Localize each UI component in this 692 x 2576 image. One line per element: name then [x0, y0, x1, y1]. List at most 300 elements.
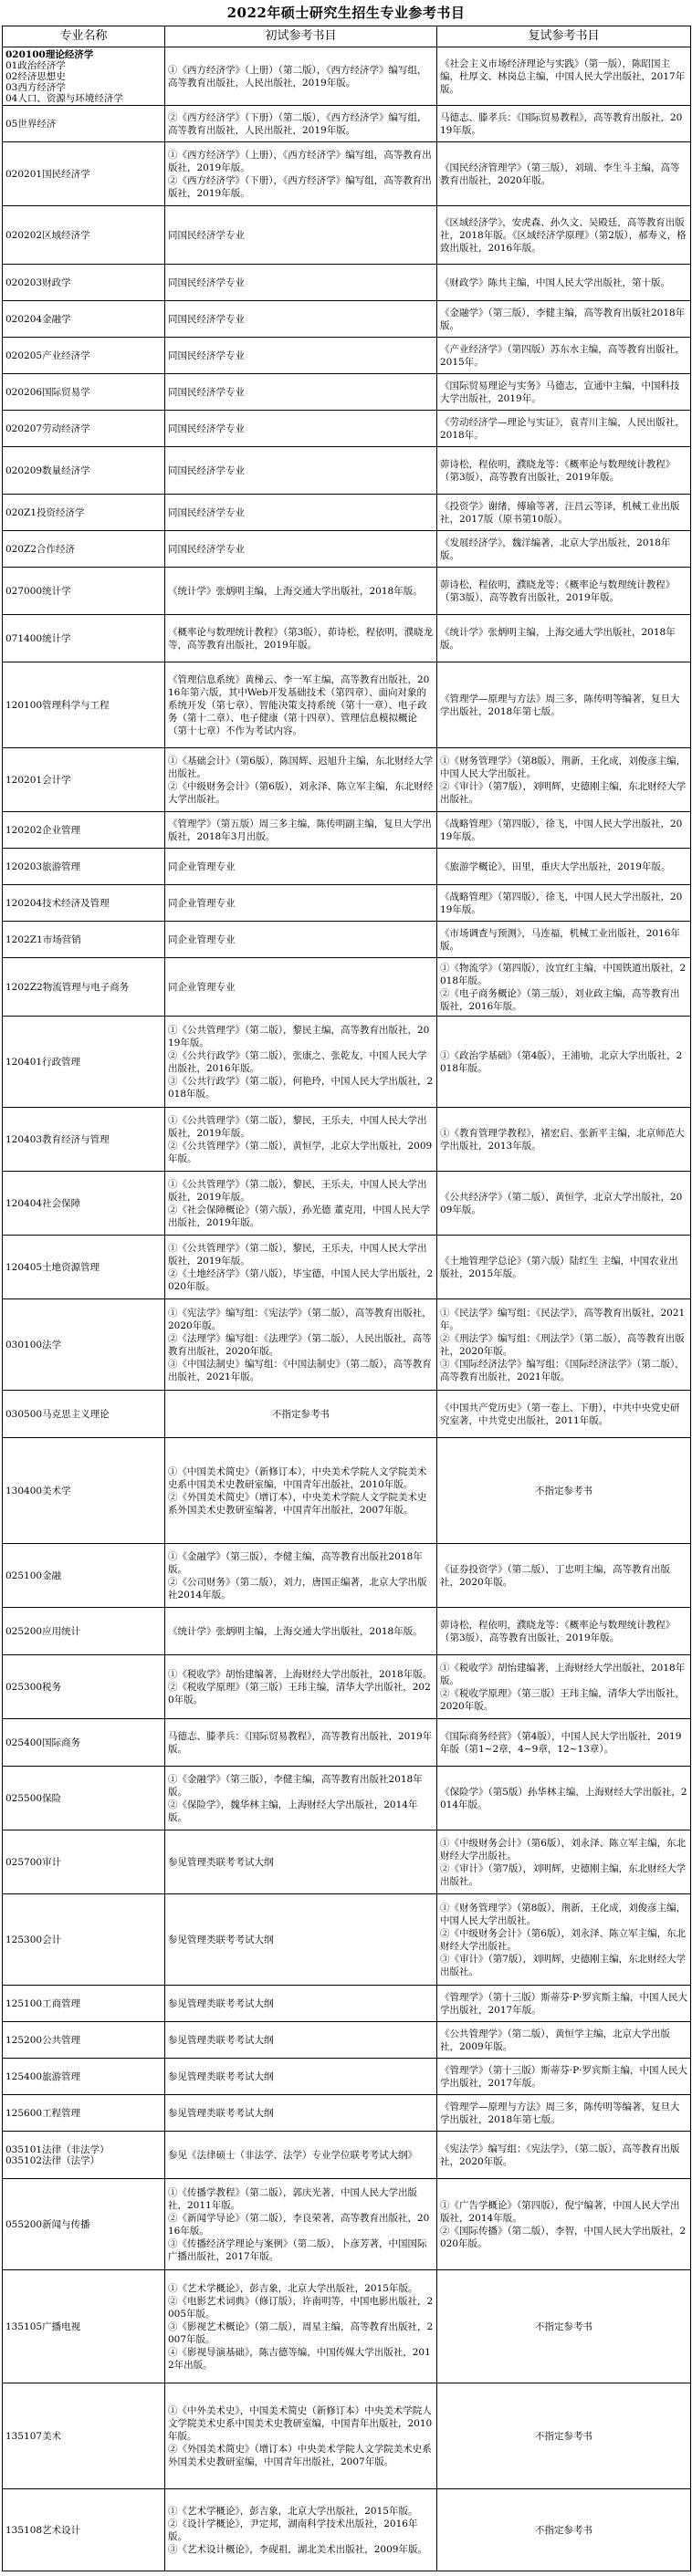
first-exam-cell-line: ②《税收学原理》（第三版）王玮主编，清华大学出版社，2020年版。 [168, 1681, 431, 1705]
retest-cell [437, 1655, 691, 1719]
major-cell [3, 1391, 165, 1438]
first-exam-cell-line: ①《宪法学》编写组：《宪法学》（第二版），高等教育出版社，2020年版。 [168, 1307, 432, 1331]
retest-cell-line: ③《国际经济法学》编写组：《国际经济法学》（第二版），高等教育出版社，2021年版。 [440, 1358, 685, 1382]
first-exam-cell [165, 47, 437, 106]
major-cell-line: 02经济思想史 [5, 70, 66, 82]
retest-cell [437, 849, 691, 885]
first-exam-cell [165, 1172, 437, 1236]
first-exam-cell-line: ①《公共管理学》（第二版），黎民，王乐夫，中国人民大学出版社，2019年版。 [168, 1114, 427, 1139]
retest-cell-line: 《市场调查与预测》，马连福，机械工业出版社，2016年版。 [440, 927, 680, 952]
table-row [3, 265, 691, 301]
retest-cell [437, 47, 691, 106]
major-cell-line: 120202企业管理 [5, 824, 81, 836]
first-exam-cell [165, 1544, 437, 1608]
first-exam-cell [165, 1767, 437, 1830]
table-row [3, 1894, 691, 1986]
retest-cell-line: 《土地管理学总论》（第六版）陆红生 主编，中国农业出版社，2015年版。 [440, 1255, 678, 1279]
first-exam-cell [165, 1830, 437, 1894]
retest-cell [437, 662, 691, 748]
first-exam-cell [165, 1299, 437, 1391]
retest-cell [437, 1236, 691, 1299]
major-cell-line: 020207劳动经济学 [5, 422, 90, 434]
retest-cell-line: 《战略管理》（第四版），徐飞，中国人民大学出版社，2019年版。 [440, 818, 683, 842]
first-exam-cell-line: 同国民经济学专业 [168, 543, 245, 555]
major-cell [3, 922, 165, 958]
retest-cell-line: ②《刑法学》编写组：《刑法学》（第二版），高等教育出版社，2020年版。 [440, 1332, 685, 1357]
header-first-exam-books: 初试参考书目 [165, 26, 437, 47]
retest-cell-line: ①《广告学概论》（第四版），倪宁编著，中国人民大学出版社，2014年版。 [440, 2199, 680, 2224]
major-cell-line: 020Z2合作经济 [5, 543, 76, 555]
table-row [3, 2132, 691, 2179]
major-cell [3, 2132, 165, 2179]
table-row [3, 885, 691, 922]
first-exam-cell-line: 参见管理类联考考试大纲 [168, 2070, 274, 2082]
first-exam-cell-line: 同企业管理专业 [168, 981, 236, 993]
retest-cell [437, 374, 691, 411]
retest-cell [437, 2179, 691, 2270]
table-row [3, 1438, 691, 1544]
first-exam-cell-line: ①《基础会计》（第6版），陈国辉、迟旭升主编，东北财经大学出版社。 [168, 755, 434, 779]
retest-cell [437, 1172, 691, 1236]
first-exam-cell-line: 《管理信息系统》黄梯云、李一军主编，高等教育出版社，2016年第六版，其中Web开发基础技术（第四章）、面向对象的系统开发（第七章）、智能决策支持系统（第十一章）、电子政务（第十二章）、电子健康（第十四章）、管理信息模拟概论（第十七章）不作为考试内容。 [168, 673, 430, 736]
table-row [3, 568, 691, 615]
major-cell-line: 1202Z1市场营销 [5, 933, 81, 945]
retest-cell-line: ②《审计》（第7版），刘明辉，史德刚主编，东北财经大学出版社。 [440, 1862, 687, 1887]
retest-cell [437, 2022, 691, 2059]
retest-cell-line: 《管理学—原理与方法》周三多，陈传明等编著，复旦大学出版社，2018年第七版。 [440, 693, 680, 717]
table-row [3, 1391, 691, 1438]
major-cell-line: 125400旅游管理 [5, 2070, 81, 2082]
major-cell [3, 447, 165, 495]
retest-cell-line: 《管理学》（第十三版）斯蒂芬·P·罗宾斯主编，中国人民大学出版社，2017年版。 [440, 2064, 687, 2089]
first-exam-cell-line: ②《法理学》编写组：《法理学》（第二版），人民出版社，高等教育出版社，2020年版。 [168, 1332, 432, 1357]
retest-cell-line: 《战略管理》（第四版），徐飞，中国人民大学出版社，2019年版。 [440, 891, 683, 915]
retest-cell-line: 《中国共产党历史》（第一卷上、下册），中共中央党史研究室著，中共党史出版社，2011年版。 [440, 1402, 680, 1426]
first-exam-cell [165, 374, 437, 411]
major-cell-line: 025500保险 [5, 1792, 62, 1804]
first-exam-cell [165, 531, 437, 568]
major-cell-line: 135105广播电视 [5, 2320, 81, 2332]
major-cell-line: 120100管理科学与工程 [5, 699, 110, 711]
first-exam-cell-line: ①《中国美术简史》（新修订本），中央美术学院人文学院美术史系中国美术史教研室编，中国青年出版社，2010年版。 [168, 1465, 427, 1490]
first-exam-cell-line: 《统计学》张炳明主编，上海交通大学出版社，2018年版。 [168, 585, 423, 597]
retest-cell-line: 《宪法学》编写组：《宪法学》，（第二版），高等教育出版社，2020年版。 [440, 2143, 680, 2167]
first-exam-cell-line: ①《艺术学概论》，彭吉象，北京大学出版社，2015年版。 [168, 2282, 418, 2294]
major-cell [3, 1544, 165, 1608]
table-row [3, 531, 691, 568]
first-exam-cell-line: ②《土地经济学》（第八版），毕宝德，中国人民大学出版社，2020年版。 [168, 1267, 434, 1292]
retest-cell-line: ②《税收学原理》（第三版）王玮主编，清华大学出版社，2020年版。 [440, 1687, 685, 1712]
first-exam-cell-line: ③《传播经济学理论与案例》（第二版），卜彦芳著，中国国际广播出版社，2017年版。 [168, 2237, 427, 2262]
first-exam-cell-line: ②《新闻学导论》（第二版），李良荣著，高等教育出版社，2016年版。 [168, 2212, 430, 2237]
table-row [3, 1108, 691, 1172]
retest-cell [437, 2059, 691, 2095]
major-cell [3, 2059, 165, 2095]
retest-cell-line: 茆诗松，程依明，濮晓龙等：《概率论与数理统计教程》（第3版），高等教育出版社，2019年版。 [440, 458, 676, 483]
retest-cell-line: 不指定参考书 [535, 2430, 592, 2442]
major-cell [3, 1172, 165, 1236]
major-cell-line: 135107美术 [5, 2430, 62, 2442]
retest-cell-line: ①《教育管理学教程》，褚宏启、张新平主编，北京师范大学出版社，2013年版。 [440, 1127, 685, 1152]
retest-cell-line: ①《财务管理学》（第8版），荆新，王化成，刘俊彦主编，中国人民大学出版社。 [440, 1902, 687, 1926]
major-cell-line: 01政治经济学 [5, 59, 66, 71]
major-cell [3, 615, 165, 662]
table-row [3, 142, 691, 206]
first-exam-cell-line: ②《外国美术简史》（增订本），中央美术学院人文学院美术史系外国美术史教研室编著，中国青年出版社，2007年版。 [168, 1491, 427, 1516]
retest-cell-line: 《国际贸易理论与实务》马德志，宣通中主编，中国科技大学出版社，2019年。 [440, 380, 680, 404]
major-cell-line: 025400国际商务 [5, 1736, 81, 1748]
table-row [3, 495, 691, 531]
first-exam-cell [165, 265, 437, 301]
major-cell-line: 120201会计学 [5, 774, 71, 786]
table-row [3, 374, 691, 411]
first-exam-cell [165, 411, 437, 447]
major-cell-line: 025100金融 [5, 1570, 62, 1581]
first-exam-cell-line: ①《中外美术史》，中国美术简史（新修订本）中央美术学院人文学院美术史系中国美术史教研室编，中国青年出版社，2010年版。 [168, 2404, 433, 2442]
first-exam-cell-line: 《概率论与数理统计教程》（第3版），茆诗松，程依明，濮晓龙等，高等教育出版社，2019年版。 [168, 626, 434, 651]
table-row [3, 1655, 691, 1719]
retest-cell [437, 206, 691, 265]
table-row [3, 301, 691, 338]
table-row [3, 206, 691, 265]
major-cell [3, 662, 165, 748]
major-cell [3, 531, 165, 568]
major-cell-line: 135108艺术设计 [5, 2524, 81, 2536]
major-cell-line: 020Z1投资经济学 [5, 506, 85, 518]
major-cell-line: 055200新闻与传播 [5, 2218, 90, 2230]
first-exam-cell-line: 参见《法律硕士（非法学、法学）专业学位联考考试大纲》 [168, 2149, 417, 2161]
major-cell [3, 748, 165, 812]
retest-cell-line: 《区域经济学》，安虎森、孙久文、吴殿廷，高等教育出版社，2018年版。《区域经济学原理》（第2版），郝寿义，格致出版社，2016年版。 [440, 216, 687, 254]
table-row [3, 2095, 691, 2132]
table-row [3, 1544, 691, 1608]
retest-cell [437, 1608, 691, 1655]
major-cell [3, 1719, 165, 1767]
first-exam-cell [165, 662, 437, 748]
retest-cell-line: ①《政治学基础》（第4版），王浦劬，北京大学出版社，2018年版。 [440, 1049, 683, 1074]
first-exam-cell-line: ③《中国法制史》编写组：《中国法制史》（第二版），高等教育出版社，2021年版。 [168, 1358, 432, 1382]
first-exam-cell-line: 参见管理类联考考试大纲 [168, 1997, 274, 2009]
major-cell-line: 025700审计 [5, 1856, 62, 1868]
first-exam-cell-line: ③《艺术设计概论》，李砚祖，湖北美术出版社，2009年版。 [168, 2543, 427, 2555]
major-cell [3, 1767, 165, 1830]
first-exam-cell-line: ②《公共管理学》（第二版），黄恒学，北京大学出版社，2009年版。 [168, 1140, 433, 1164]
major-cell [3, 338, 165, 374]
major-cell [3, 301, 165, 338]
major-cell [3, 1438, 165, 1544]
first-exam-cell [165, 495, 437, 531]
major-cell-line: 125300会计 [5, 1934, 62, 1945]
header-retest-books: 复试参考书目 [437, 26, 691, 47]
major-cell-line: 120203旅游管理 [5, 860, 81, 872]
page-title: 2022年硕士研究生招生专业参考书目 [226, 5, 466, 21]
retest-cell [437, 958, 691, 1017]
first-exam-cell [165, 1438, 437, 1544]
major-cell [3, 2179, 165, 2270]
first-exam-cell-line: ②《设计学概论》，尹定邦，湖南科学技术出版社，2016年版。 [168, 2518, 418, 2542]
major-cell-line: 020204金融学 [5, 313, 71, 325]
retest-cell [437, 1017, 691, 1108]
major-cell [3, 812, 165, 849]
major-cell-line: 035101法律（非法学） [5, 2143, 110, 2155]
first-exam-cell-line: ①《金融学》（第三版），李健主编，高等教育出版社2018年版。 [168, 1550, 423, 1575]
table-row [3, 2059, 691, 2095]
table-row [3, 1830, 691, 1894]
retest-cell-line: 《证券投资学》（第二版），丁忠明主编，高等教育出版社，2020年版。 [440, 1563, 670, 1588]
retest-cell [437, 1108, 691, 1172]
first-exam-cell [165, 206, 437, 265]
retest-cell [437, 301, 691, 338]
table-row [3, 2179, 691, 2270]
first-exam-cell [165, 2059, 437, 2095]
retest-cell [437, 338, 691, 374]
retest-cell-line: ②《国际传播》（第二版），李智，中国人民大学出版社，2020年版。 [440, 2225, 687, 2249]
retest-cell [437, 748, 691, 812]
table-row [3, 2022, 691, 2059]
first-exam-cell-line: ①《金融学》（第三版），李健主编，高等教育出版社2018年版。 [168, 1773, 423, 1798]
first-exam-cell [165, 1655, 437, 1719]
first-exam-cell-line: 《统计学》张炳明主编，上海交通大学出版社，2018年版。 [168, 1625, 423, 1637]
major-cell-line: 035102法律（法学） [5, 2154, 100, 2166]
retest-cell [437, 1986, 691, 2022]
retest-cell [437, 812, 691, 849]
retest-cell-line: ①《财务管理学》（第8版），荆新，王化成，刘俊彦主编，中国人民大学出版社。 [440, 755, 687, 779]
table-row [3, 1767, 691, 1830]
major-cell [3, 2022, 165, 2059]
table-row [3, 1986, 691, 2022]
table-row [3, 1719, 691, 1767]
first-exam-cell [165, 568, 437, 615]
first-exam-cell [165, 142, 437, 206]
major-cell-line: 020201国民经济学 [5, 168, 90, 180]
first-exam-cell [165, 2489, 437, 2571]
table-row [3, 615, 691, 662]
first-exam-cell-line: 参见管理类联考考试大纲 [168, 1856, 274, 1868]
major-cell [3, 106, 165, 142]
table-row [3, 748, 691, 812]
table-row [3, 849, 691, 885]
first-exam-cell-line: 同企业管理专业 [168, 860, 236, 872]
first-exam-cell [165, 1719, 437, 1767]
first-exam-cell-line: 马德志、滕孝兵：《国际贸易教程》，高等教育出版社，2019年版。 [168, 1730, 433, 1755]
first-exam-cell [165, 1236, 437, 1299]
table-row [3, 1299, 691, 1391]
major-cell [3, 885, 165, 922]
first-exam-cell-line: 同国民经济学专业 [168, 276, 245, 288]
first-exam-cell [165, 1017, 437, 1108]
first-exam-cell-line: 同国民经济学专业 [168, 349, 245, 361]
table-row [3, 1017, 691, 1108]
table-row [3, 958, 691, 1017]
first-exam-cell-line: ②《保险学》，魏华林主编，上海财经大学出版社，2014年版。 [168, 1799, 418, 1823]
retest-cell [437, 2132, 691, 2179]
table-row [3, 1236, 691, 1299]
first-exam-cell-line: ②《电影艺术词典》（修订版），许南明等，中国电影出版社，2005年版。 [168, 2295, 434, 2320]
major-cell [3, 206, 165, 265]
first-exam-cell [165, 2179, 437, 2270]
major-cell-line: 030500马克思主义理论 [5, 1408, 110, 1420]
first-exam-cell [165, 2383, 437, 2489]
retest-cell [437, 1767, 691, 1830]
retest-cell-line: 茆诗松，程依明，濮晓龙等：《概率论与数理统计教程》（第3版），高等教育出版社，2019年版。 [440, 579, 676, 603]
table-row [3, 447, 691, 495]
major-cell-line: 071400统计学 [5, 632, 71, 644]
major-cell [3, 411, 165, 447]
major-cell-line: 027000统计学 [5, 585, 71, 597]
retest-cell-line: 《管理学》（第十三版）斯蒂芬·P·罗宾斯主编，中国人民大学出版社，2017年版。 [440, 1991, 687, 2016]
retest-cell-line: ①《物流学》（第四版），汝宜红主编，中国铁道出版社，2018年版。 [440, 962, 687, 986]
major-cell-line: 020209数量经济学 [5, 464, 90, 476]
table-row [3, 2489, 691, 2571]
first-exam-cell-line: ④《影视导演基础》，陈吉德等编，中国传媒大学出版社，2012年出版。 [168, 2346, 431, 2371]
major-cell-line: 020206国际贸易学 [5, 386, 90, 398]
retest-cell [437, 1299, 691, 1391]
retest-cell [437, 495, 691, 531]
retest-cell-line: 《投资学》谢绪，傅瑜等著，汪昌云等译，机械工业出版社，2017版（原书第10版）。 [440, 500, 680, 525]
retest-cell [437, 447, 691, 495]
retest-cell-line: 《金融学》（第三版），李健主编，高等教育出版社2018年版。 [440, 307, 686, 331]
retest-cell-line: 《管理学—原理与方法》周三多，陈传明等编著，复旦大学出版社，2018年第七版。 [440, 2101, 680, 2125]
retest-cell [437, 106, 691, 142]
retest-cell [437, 265, 691, 301]
major-cell-line: 020202区域经济学 [5, 229, 90, 241]
first-exam-cell-line: ①《传播学教程》（第二版），郭庆光著，中国人民大学出版社，2011年版。 [168, 2186, 417, 2211]
retest-cell-line: 不指定参考书 [535, 2320, 592, 2332]
major-cell [3, 265, 165, 301]
retest-cell-line: 《社会主义市场经济理论与实践》（第一版），陈昭国主编，杜厚文、林岗总主编，中国人民大学出版社，2017年版。 [440, 57, 686, 95]
first-exam-cell-line: ②《公共行政学》（第二版），张康之、张乾友，中国人民大学出版社，2016年版。 [168, 1049, 427, 1074]
major-cell [3, 1108, 165, 1172]
first-exam-cell-line: ②《西方经济学》（下册）（第二版），《西方经济学》编写组，高等教育出版社，人民出版社，2019年版。 [168, 111, 427, 136]
first-exam-cell-line: 《管理学》（第五版）周三多主编，陈传明副主编，复旦大学出版社，2018年3月出版。 [168, 818, 432, 842]
first-exam-cell [165, 2132, 437, 2179]
reference-book-table [2, 26, 691, 2571]
retest-cell-line: ②《中级财务会计》（第6版），刘永泽、陈立军主编，东北财经大学出版社。 [440, 1927, 687, 1952]
first-exam-cell-line: ②《公司财务》（第二版），刘力，唐国正编著，北京大学出版社2014年版。 [168, 1576, 427, 1601]
retest-cell-line: ③《审计》（第7版），刘明辉，史德刚主编，东北财经大学出版社。 [440, 1953, 687, 1977]
retest-cell [437, 411, 691, 447]
first-exam-cell [165, 1894, 437, 1986]
major-cell [3, 495, 165, 531]
retest-cell [437, 142, 691, 206]
first-exam-cell [165, 958, 437, 1017]
retest-cell-line: 《公共经济学》（第二版），黄恒学，北京大学出版社，2009年版。 [440, 1191, 683, 1215]
first-exam-cell-line: ②《外国美术简史》（增订本）中央美术学院人文学院美术史系外国美术史教研室编，中国青年出版社，2007年版。 [168, 2443, 432, 2467]
first-exam-cell-line: ①《西方经济学》（上册），《西方经济学》编写组，高等教育出版社，2019年版。 [168, 149, 432, 173]
retest-cell [437, 2383, 691, 2489]
first-exam-cell-line: 同国民经济学专业 [168, 386, 245, 398]
major-cell [3, 2383, 165, 2489]
retest-cell-line: 《国际商务经营》（第4版），中国人民大学出版社，2019年版（第1~2章，4~9章，12~13章）。 [440, 1730, 682, 1755]
major-cell-line: 020100理论经济学 [5, 48, 94, 60]
retest-cell [437, 2095, 691, 2132]
first-exam-cell [165, 1391, 437, 1438]
major-cell-line: 04人口、资源与环境经济学 [5, 92, 123, 104]
major-cell-line: 120405土地资源管理 [5, 1261, 100, 1273]
first-exam-cell-line: 同国民经济学专业 [168, 464, 245, 476]
retest-cell-line: 《统计学》张炳明主编，上海交通大学出版社，2018年版。 [440, 626, 676, 651]
first-exam-cell [165, 922, 437, 958]
first-exam-cell-line: ②《西方经济学》（下册），《西方经济学》编写组，高等教育出版社，2019年版。 [168, 174, 432, 199]
retest-cell-line: 《公共管理学》（第二版），黄恒学主编，北京大学出版社，2009年版。 [440, 2028, 670, 2052]
major-cell-line: 020205产业经济学 [5, 349, 90, 361]
major-cell-line: 025200应用统计 [5, 1625, 81, 1637]
retest-cell [437, 1830, 691, 1894]
retest-cell [437, 568, 691, 615]
retest-cell [437, 1544, 691, 1608]
first-exam-cell [165, 2095, 437, 2132]
table-body [3, 47, 691, 2571]
retest-cell-line: 《旅游学概论》，田里，重庆大学出版社，2019年版。 [440, 860, 671, 872]
major-cell [3, 1986, 165, 2022]
major-cell [3, 1655, 165, 1719]
first-exam-cell [165, 2022, 437, 2059]
retest-cell-line: ②《电子商务概论》（第三版），刘业政主编，高等教育出版社，2016年版。 [440, 987, 680, 1012]
first-exam-cell-line: ②《中级财务会计》（第6版），刘永泽、陈立军主编，东北财经大学出版社。 [168, 780, 434, 805]
first-exam-cell-line: ③《公共行政学》（第二版），何艳玲，中国人民大学出版社，2018年版。 [168, 1075, 434, 1100]
major-cell [3, 1236, 165, 1299]
major-cell-line: 120403教育经济与管理 [5, 1133, 110, 1145]
first-exam-cell [165, 849, 437, 885]
first-exam-cell-line: 不指定参考书 [272, 1408, 330, 1420]
first-exam-cell-line: 同国民经济学专业 [168, 422, 245, 434]
first-exam-cell-line: ①《西方经济学》（上册）（第二版），《西方经济学》编写组，高等教育出版社，人民出版社，2019年版。 [168, 64, 427, 89]
first-exam-cell [165, 1608, 437, 1655]
table-row [3, 411, 691, 447]
table-row [3, 812, 691, 849]
first-exam-cell [165, 615, 437, 662]
first-exam-cell [165, 338, 437, 374]
table-row [3, 47, 691, 106]
major-cell [3, 2489, 165, 2571]
first-exam-cell-line: 同国民经济学专业 [168, 229, 245, 241]
major-cell-line: 120204技术经济及管理 [5, 897, 110, 909]
retest-cell-line: 《国民经济管理学》（第三版），刘瑞、李生斗主编，高等教育出版社，2020年版。 [440, 162, 680, 186]
first-exam-cell [165, 447, 437, 495]
first-exam-cell-line: 同国民经济学专业 [168, 313, 245, 325]
retest-cell [437, 922, 691, 958]
retest-cell-line: 不指定参考书 [535, 1485, 592, 1497]
major-cell [3, 2095, 165, 2132]
major-cell-line: 120404社会保障 [5, 1197, 81, 1209]
table-row [3, 106, 691, 142]
retest-cell-line: 《劳动经济学—理论与实证》，袁青川主编，人民出版社，2018年。 [440, 416, 685, 441]
retest-cell [437, 1719, 691, 1767]
first-exam-cell-line: 同国民经济学专业 [168, 506, 245, 518]
table-row [3, 1172, 691, 1236]
major-cell-line: 05世界经济 [5, 118, 57, 130]
major-cell [3, 1830, 165, 1894]
major-cell [3, 1608, 165, 1655]
first-exam-cell-line: 参见管理类联考考试大纲 [168, 2034, 274, 2046]
table-header-row [3, 26, 691, 47]
first-exam-cell [165, 106, 437, 142]
major-cell [3, 1017, 165, 1108]
first-exam-cell [165, 812, 437, 849]
header-major: 专业名称 [3, 26, 165, 47]
major-cell [3, 2270, 165, 2383]
retest-cell-line: 《产业经济学》（第四版）苏东水主编，高等教育出版社，2015年。 [440, 343, 685, 368]
first-exam-cell [165, 2270, 437, 2383]
first-exam-cell-line: 同企业管理专业 [168, 933, 236, 945]
major-cell-line: 030100法学 [5, 1339, 62, 1351]
major-cell-line: 125200公共管理 [5, 2034, 81, 2046]
major-cell-line: 130400美术学 [5, 1485, 71, 1497]
first-exam-cell [165, 301, 437, 338]
major-cell [3, 1299, 165, 1391]
first-exam-cell-line: ②《社会保障概论》（第六版），孙光德 董克用，中国人民大学出版社，2019年版。 [168, 1204, 430, 1228]
retest-cell-line: 《发展经济学》，魏洋编著，北京大学出版社，2018年版。 [440, 537, 671, 561]
